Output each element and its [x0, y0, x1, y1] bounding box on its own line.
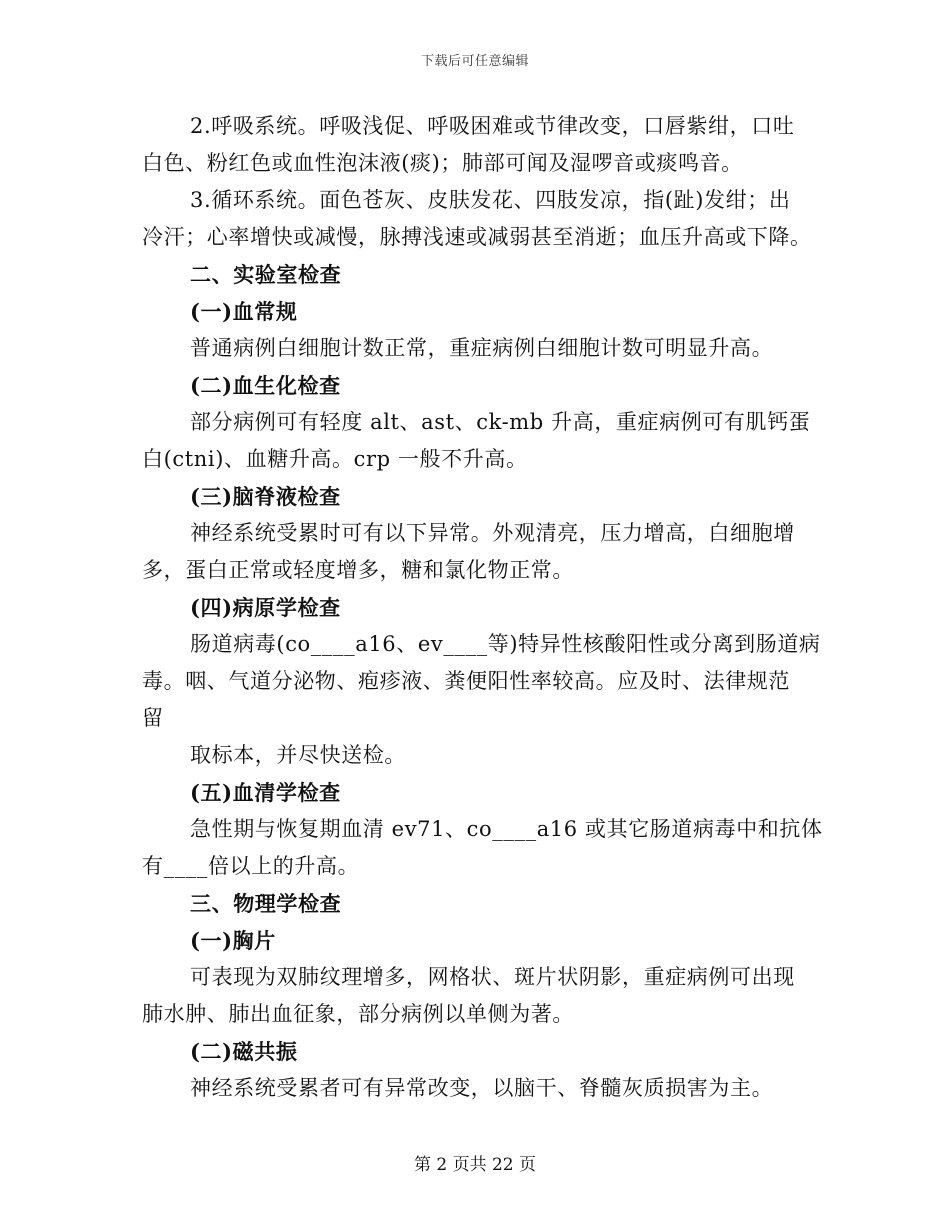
subsection-heading: (一)胸片 — [190, 928, 276, 953]
body-line: 白(ctni)、血糖升高。crp 一般不升高。 — [142, 447, 528, 471]
page-number: 第 2 页共 22 页 — [413, 1155, 537, 1175]
subsection-heading: (五)血清学检查 — [190, 780, 341, 805]
body-line: 神经系统受累时可有以下异常。外观清亮，压力增高，白细胞增 — [190, 521, 795, 545]
body-line: 肺水肿、肺出血征象，部分病例以单侧为著。 — [142, 1002, 574, 1026]
subsection-heading: (二)血生化检查 — [190, 373, 341, 398]
body-line: 取标本，并尽快送检。 — [190, 743, 406, 767]
section-heading: 三、物理学检查 — [190, 891, 342, 916]
body-line: 有____倍以上的升高。 — [142, 854, 360, 878]
section-heading: 二、实验室检查 — [190, 262, 342, 287]
body-line: 可表现为双肺纹理增多，网格状、斑片状阴影，重症病例可出现 — [190, 965, 795, 989]
body-line: 多，蛋白正常或轻度增多，糖和氯化物正常。 — [142, 558, 574, 582]
body-line: 3.循环系统。面色苍灰、皮肤发花、四肢发凉，指(趾)发绀；出 — [190, 188, 791, 212]
header-note: 下载后可任意编辑 — [420, 54, 529, 69]
subsection-heading: (四)病原学检查 — [190, 595, 341, 620]
body-line: 白色、粉红色或血性泡沫液(痰)；肺部可闻及湿啰音或痰鸣音。 — [142, 151, 743, 175]
body-line: 2.呼吸系统。呼吸浅促、呼吸困难或节律改变，口唇紫绀，口吐 — [190, 114, 795, 138]
document-body — [142, 108, 842, 1107]
body-line: 肠道病毒(co____a16、ev____等)特异性核酸阳性或分离到肠道病 — [190, 632, 821, 656]
body-line: 普通病例白细胞计数正常，重症病例白细胞计数可明显升高。 — [190, 336, 774, 360]
subsection-heading: (一)血常规 — [190, 299, 298, 324]
body-line: 毒。咽、气道分泌物、疱疹液、粪便阳性率较高。应及时、法律规范 — [142, 669, 790, 693]
subsection-heading: (三)脑脊液检查 — [190, 484, 341, 509]
body-line: 神经系统受累者可有异常改变，以脑干、脊髓灰质损害为主。 — [190, 1076, 774, 1100]
body-line: 部分病例可有轻度 alt、ast、ck-mb 升高，重症病例可有肌钙蛋 — [190, 410, 811, 434]
body-line: 留 — [142, 706, 164, 730]
body-line: 急性期与恢复期血清 ev71、co____a16 或其它肠道病毒中和抗体 — [190, 817, 823, 841]
subsection-heading: (二)磁共振 — [190, 1039, 298, 1064]
body-line: 冷汗；心率增快或减慢，脉搏浅速或减弱甚至消逝；血压升高或下降。 — [142, 225, 812, 249]
